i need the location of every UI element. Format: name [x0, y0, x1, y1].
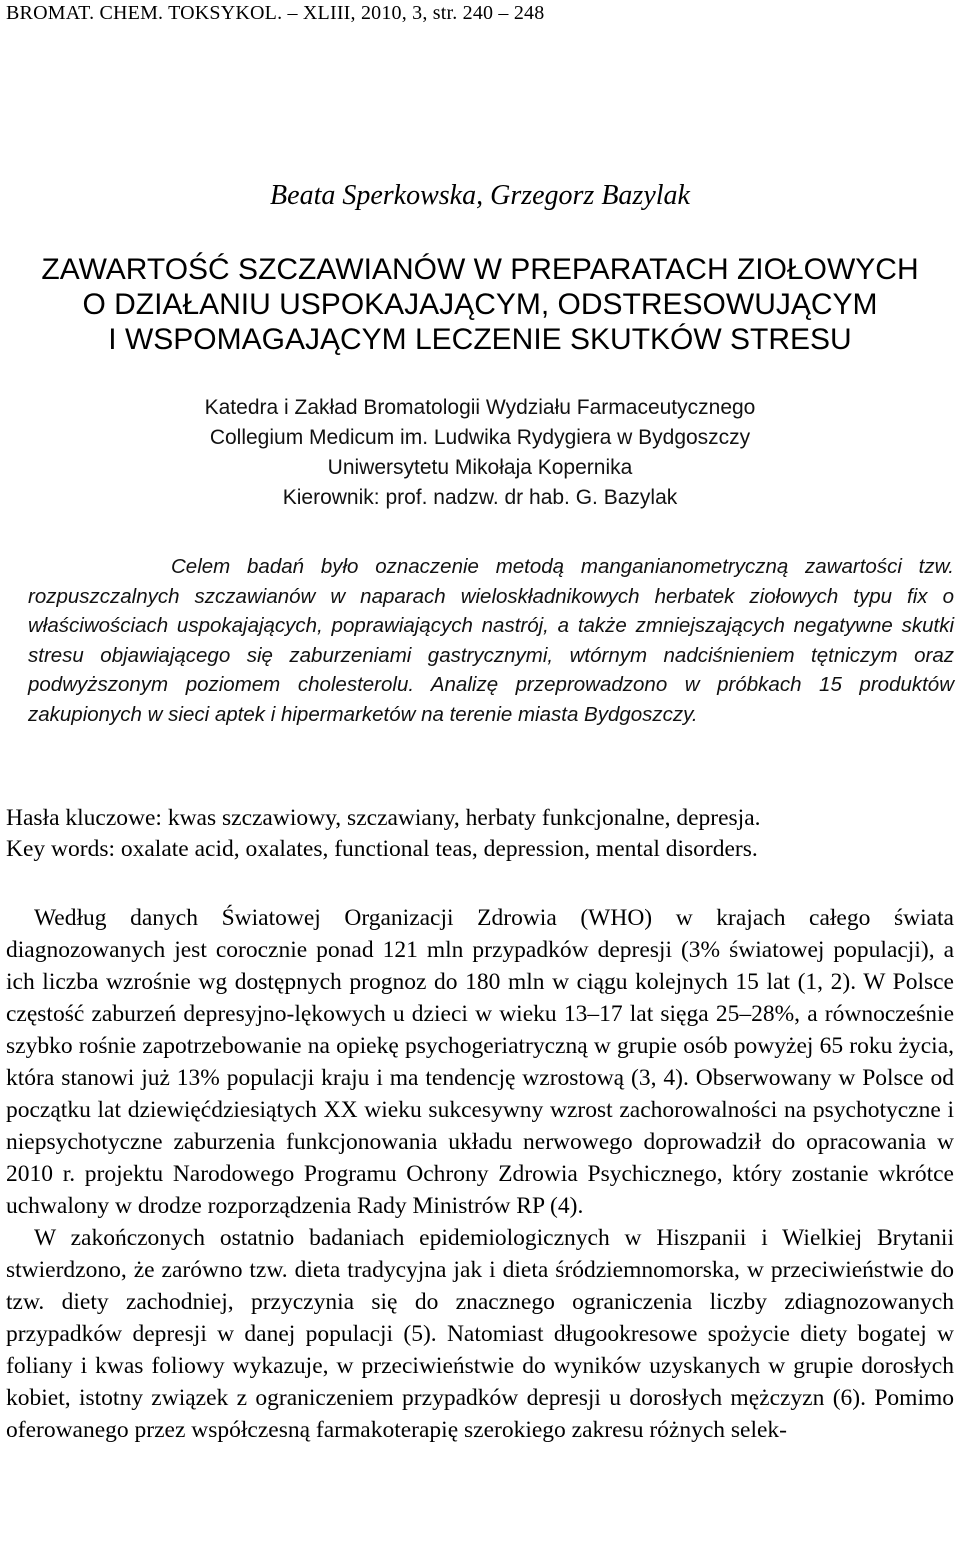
title-line: ZAWARTOŚĆ SZCZAWIANÓW W PREPARATACH ZIOŁOWYCH — [41, 253, 919, 286]
keywords-polish: Hasła kluczowe: kwas szczawiowy, szczawiany, herbaty funkcjonalne, depresja. — [6, 805, 761, 831]
paragraph: Według danych Światowej Organizacji Zdrowia (WHO) w krajach całego świata diagnozowanych jest corocznie ponad 121 mln przypadków depresji (3% światowej populacji), a ich liczba wzrośnie wg dostępnych prognoz do 180 mln w ciągu kolejnych 15 lat (1, 2). W Polsce częstość zaburzeń depresyjno-lękowych u dzieci w wieku 13–17 lat sięga 25–28%, a równocześnie szybko rośnie zapotrzebowanie na opiekę psychogeriatryczną w grupie osób powyżej 65 roku życia, która stanowi już 13% populacji kraju i ma tendencję wzrostową (3, 4). Obserwowany w Polsce od początku lat dziewięćdziesiątych XX wieku sukcesywny wzrost zachorowalności na psychotyczne i niepsychotyczne zaburzenia funkcjonowania układu nerwowego doprowadził do opracowania w 2010 r. projektu Narodowego Programu Ochrony Zdrowia Psychicznego, który zostanie wkrótce uchwalony w drodze rozporządzenia Rady Ministrów RP (4). — [6, 905, 954, 1219]
keywords — [6, 803, 956, 865]
running-header: BROMAT. CHEM. TOKSYKOL. – XLIII, 2010, 3, str. 240 – 248 — [6, 2, 545, 24]
title-line: I WSPOMAGAJĄCYM LECZENIE SKUTKÓW STRESU — [108, 323, 852, 356]
affiliation-line: Uniwersytetu Mikołaja Kopernika — [327, 456, 633, 479]
affiliation-line: Kierownik: prof. nadzw. dr hab. G. Bazylak — [282, 486, 678, 509]
article-title — [0, 252, 960, 357]
title-line: O DZIAŁANIU USPOKAJAJĄCYM, ODSTRESOWUJĄCYM — [82, 288, 878, 321]
keywords-english: Key words: oxalate acid, oxalates, functional teas, depression, mental disorders. — [6, 836, 758, 862]
affiliation-line: Collegium Medicum im. Ludwika Rydygiera w Bydgoszczy — [209, 426, 751, 449]
authors: Beata Sperkowska, Grzegorz Bazylak — [270, 180, 690, 211]
affiliation-line: Katedra i Zakład Bromatologii Wydziału Farmaceutycznego — [204, 396, 756, 419]
affiliation — [0, 393, 960, 513]
paragraph: W zakończonych ostatnio badaniach epidemiologicznych w Hiszpanii i Wielkiej Brytanii stwierdzono, że zarówno tzw. dieta tradycyjna jak i dieta śródziemnomorska, w przeciwieństwie do tzw. diety zachodniej, przyczynia się do znacznego ograniczenia liczby zdiagnozowanych przypadków depresji w danej populacji (5). Natomiast długookresowe spożycie diety bogatej w foliany i kwas foliowy wykazuje, w przeciwieństwie do wyników uzyskanych w grupie dorosłych kobiet, istotny związek z ograniczeniem przypadków depresji u dorosłych mężczyzn (6). Pomimo oferowanego przez współczesną farmakoterapię szerokiego zakresu różnych selek- — [6, 1225, 954, 1443]
abstract: Celem badań było oznaczenie metodą manganianometryczną zawartości tzw. rozpuszczalnych szczawianów w naparach wieloskładnikowych herbatek ziołowych typu fix o właściwościach uspokajających, poprawiających nastrój, a także zmniejszających negatywne skutki stresu objawiającego się zaburzeniami gastrycznymi, wtórnym nadciśnieniem tętniczym oraz podwyższonym poziomem cholesterolu. Analizę przeprowadzono w próbkach 15 produktów zakupionych w sieci aptek i hipermarketów na terenie miasta Bydgoszczy. — [28, 555, 954, 726]
body-text — [6, 902, 954, 1446]
